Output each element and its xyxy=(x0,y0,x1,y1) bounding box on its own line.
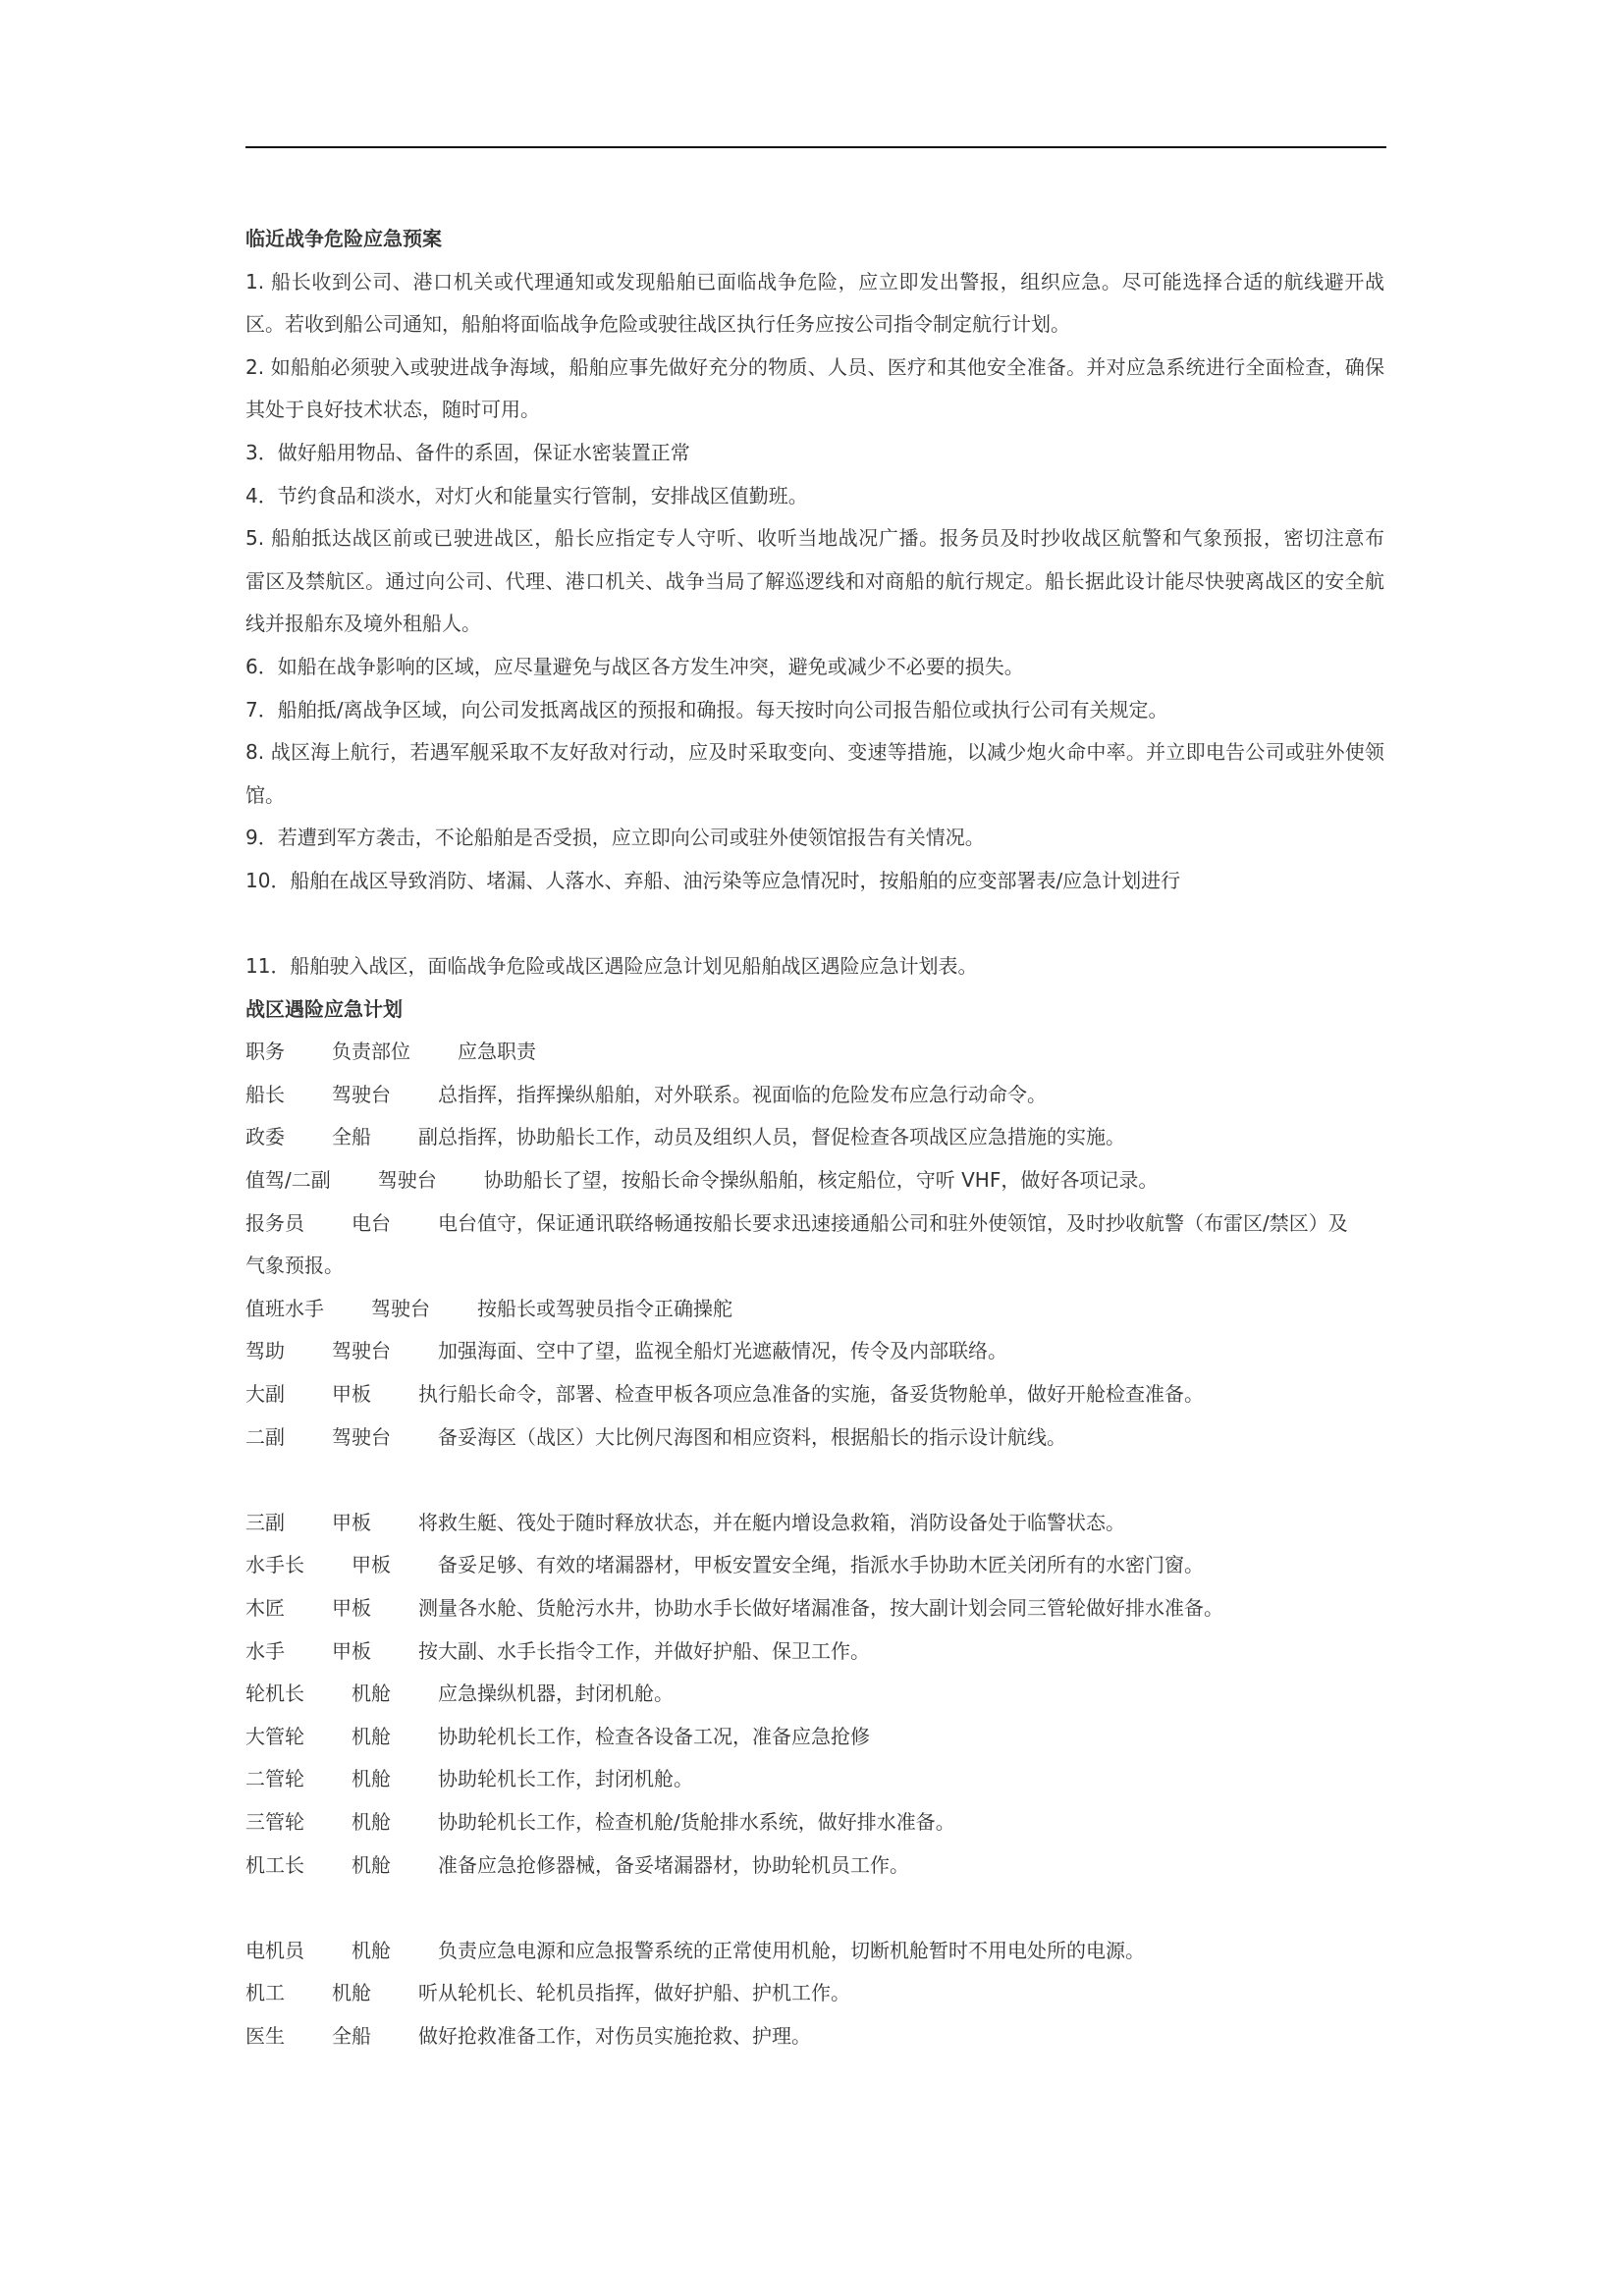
duty-cell: 协助轮机长工作，检查机舱/货舱排水系统，做好排水准备。 xyxy=(438,1809,955,1834)
numbered-item-line: 线并报船东及境外租船人。 xyxy=(245,612,481,636)
table-header xyxy=(245,1031,1384,1074)
header-rule xyxy=(245,146,1386,148)
location-cell: 甲板 xyxy=(352,1553,391,1577)
table-row xyxy=(245,1673,1384,1716)
table-row xyxy=(245,1288,1384,1331)
role-cell: 报务员 xyxy=(245,1210,304,1235)
role-cell: 水手长 xyxy=(245,1553,304,1577)
table-row xyxy=(245,1716,1384,1759)
location-cell: 机舱 xyxy=(352,1682,391,1706)
location-cell: 驾驶台 xyxy=(377,1168,437,1193)
location-cell: 驾驶台 xyxy=(332,1339,391,1363)
duty-cell: 做好抢救准备工作，对伤员实施抢救、护理。 xyxy=(418,2023,811,2048)
section-title: 战区遇险应急计划 xyxy=(245,996,403,1021)
blank-line xyxy=(245,1887,1384,1930)
table-row xyxy=(245,1416,1384,1460)
duty-cell: 准备应急抢修器械，备妥堵漏器材，协助轮机员工作。 xyxy=(438,1852,909,1877)
location-cell: 驾驶台 xyxy=(332,1082,391,1106)
role-cell: 职务 xyxy=(245,1040,285,1064)
location-cell: 全船 xyxy=(332,1125,371,1149)
duty-cell: 备妥足够、有效的堵漏器材，甲板安置安全绳，指派水手协助木匠关闭所有的水密门窗。 xyxy=(438,1553,1204,1577)
duty-cell: 电台值守，保证通讯联络畅通按船长要求迅速接通船公司和驻外使领馆，及时抄收航警（布雷区/禁区）及 xyxy=(438,1210,1348,1235)
duty-cell: 加强海面、空中了望，监视全船灯光遮蔽情况，传令及内部联络。 xyxy=(438,1339,1007,1363)
role-cell: 医生 xyxy=(245,2023,285,2048)
section-title: 临近战争危险应急预案 xyxy=(245,227,442,250)
duty-cell: 协助船长了望，按船长命令操纵船舶，核定船位，守听 VHF，做好各项记录。 xyxy=(483,1168,1159,1193)
duty-cell: 听从轮机长、轮机员指挥，做好护船、护机工作。 xyxy=(418,1981,850,2005)
duty-cell: 备妥海区（战区）大比例尺海图和相应资料，根据船长的指示设计航线。 xyxy=(438,1424,1066,1449)
table-row xyxy=(245,1202,1384,1246)
location-cell: 全船 xyxy=(332,2023,371,2048)
duty-cell: 负责应急电源和应急报警系统的正常使用机舱，切断机舱暂时不用电处所的电源。 xyxy=(438,1938,1145,1962)
numbered-item-line: 9．若遭到军方袭击，不论船舶是否受损，应立即向公司或驻外使领馆报告有关情况。 xyxy=(245,826,985,850)
location-cell: 驾驶台 xyxy=(371,1296,430,1320)
location-cell: 电台 xyxy=(352,1210,391,1235)
role-cell: 政委 xyxy=(245,1125,285,1149)
role-cell: 木匠 xyxy=(245,1596,285,1620)
duty-cell: 按大副、水手长指令工作，并做好护船、保卫工作。 xyxy=(418,1638,870,1663)
location-cell: 机舱 xyxy=(352,1724,391,1748)
numbered-item-line: 6．如船在战争影响的区域，应尽量避免与战区各方发生冲突，避免或减少不必要的损失。 xyxy=(245,654,1024,678)
role-cell: 轮机长 xyxy=(245,1682,304,1706)
table-row xyxy=(245,1930,1384,1973)
table-row xyxy=(245,1544,1384,1587)
numbered-item-line: 8. 战区海上航行，若遇军舰采取不友好敌对行动，应及时采取变向、变速等措施，以减少炮火命中率。并立即电告公司或驻外使领 xyxy=(245,740,1384,765)
location-cell: 机舱 xyxy=(332,1981,371,2005)
duty-cell: 总指挥，指挥操纵船舶，对外联系。视面临的危险发布应急行动命令。 xyxy=(438,1082,1047,1106)
role-cell: 大副 xyxy=(245,1382,285,1407)
table-row xyxy=(245,1972,1384,2015)
table-row xyxy=(245,1630,1384,1674)
duty-cell: 执行船长命令，部署、检查甲板各项应急准备的实施，备妥货物舱单，做好开舱检查准备。 xyxy=(418,1382,1204,1407)
table-row xyxy=(245,1159,1384,1202)
table-row xyxy=(245,1801,1384,1844)
role-cell: 三管轮 xyxy=(245,1809,304,1834)
numbered-item-line: 其处于良好技术状态，随时可用。 xyxy=(245,398,540,422)
location-cell: 机舱 xyxy=(352,1809,391,1834)
role-cell: 电机员 xyxy=(245,1938,304,1962)
duty-cell: 应急职责 xyxy=(458,1040,536,1064)
role-cell: 二副 xyxy=(245,1424,285,1449)
duty-cell: 协助轮机长工作，封闭机舱。 xyxy=(438,1767,693,1791)
role-cell: 大管轮 xyxy=(245,1724,304,1748)
location-cell: 机舱 xyxy=(352,1767,391,1791)
role-cell: 二管轮 xyxy=(245,1767,304,1791)
table-row xyxy=(245,1502,1384,1545)
role-cell: 船长 xyxy=(245,1082,285,1106)
numbered-item-line: 4．节约食品和淡水，对灯火和能量实行管制，安排战区值勤班。 xyxy=(245,483,808,507)
numbered-item-line: 1. 船长收到公司、港口机关或代理通知或发现船舶已面临战争危险，应立即发出警报，组织应急。尽可能选择合适的航线避开战 xyxy=(245,269,1384,294)
duty-cell: 按船长或驾驶员指令正确操舵 xyxy=(477,1296,732,1320)
role-cell: 驾助 xyxy=(245,1339,285,1363)
role-cell: 三副 xyxy=(245,1510,285,1534)
duty-cell: 将救生艇、筏处于随时释放状态，并在艇内增设急救箱，消防设备处于临警状态。 xyxy=(418,1510,1125,1534)
location-cell: 机舱 xyxy=(352,1852,391,1877)
numbered-item-line: 区。若收到船公司通知，船舶将面临战争危险或驶往战区执行任务应按公司指令制定航行计划。 xyxy=(245,312,1070,337)
blank-line xyxy=(245,903,1384,946)
role-cell: 水手 xyxy=(245,1638,285,1663)
numbered-item-line: 馆。 xyxy=(245,782,285,807)
role-cell: 机工 xyxy=(245,1981,285,2005)
location-cell: 机舱 xyxy=(352,1938,391,1962)
role-cell: 值班水手 xyxy=(245,1296,324,1320)
blank-line xyxy=(245,1459,1384,1502)
duty-cell: 副总指挥，协助船长工作，动员及组织人员，督促检查各项战区应急措施的实施。 xyxy=(418,1125,1125,1149)
numbered-item-line: 11．船舶驶入战区，面临战争危险或战区遇险应急计划见船舶战区遇险应急计划表。 xyxy=(245,954,978,979)
numbered-item-line: 3．做好船用物品、备件的系固，保证水密装置正常 xyxy=(245,440,690,464)
role-cell: 值驾/二副 xyxy=(245,1168,331,1193)
location-cell: 驾驶台 xyxy=(332,1424,391,1449)
role-cell: 机工长 xyxy=(245,1852,304,1877)
duty-cell: 协助轮机长工作，检查各设备工况，准备应急抢修 xyxy=(438,1724,870,1748)
table-row xyxy=(245,1116,1384,1159)
table-row xyxy=(245,2015,1384,2058)
numbered-item-line: 雷区及禁航区。通过向公司、代理、港口机关、战争当局了解巡逻线和对商船的航行规定。船长据此设计能尽快驶离战区的安全航 xyxy=(245,568,1384,593)
duty-cell: 测量各水舱、货舱污水井，协助水手长做好堵漏准备，按大副计划会同三管轮做好排水准备。 xyxy=(418,1596,1223,1620)
table-row xyxy=(245,1844,1384,1888)
document-body xyxy=(245,218,1384,2058)
location-cell: 甲板 xyxy=(332,1596,371,1620)
duty-continuation-line: 气象预报。 xyxy=(245,1254,344,1278)
location-cell: 甲板 xyxy=(332,1382,371,1407)
location-cell: 甲板 xyxy=(332,1510,371,1534)
table-row xyxy=(245,1074,1384,1117)
numbered-item-line: 5. 船舶抵达战区前或已驶进战区，船长应指定专人守听、收听当地战况广播。报务员及时抄收战区航警和气象预报，密切注意布 xyxy=(245,526,1384,551)
numbered-item-line: 10．船舶在战区导致消防、堵漏、人落水、弃船、油污染等应急情况时，按船舶的应变部署表/应急计划进行 xyxy=(245,868,1181,892)
numbered-item-line: 2. 如船舶必须驶入或驶进战争海域，船舶应事先做好充分的物质、人员、医疗和其他安全准备。并对应急系统进行全面检查，确保 xyxy=(245,354,1384,379)
location-cell: 负责部位 xyxy=(332,1040,410,1064)
numbered-item-line: 7．船舶抵/离战争区域，向公司发抵离战区的预报和确报。每天按时向公司报告船位或执行公司有关规定。 xyxy=(245,697,1168,721)
table-row xyxy=(245,1587,1384,1630)
table-row xyxy=(245,1330,1384,1373)
table-row xyxy=(245,1758,1384,1801)
duty-cell: 应急操纵机器，封闭机舱。 xyxy=(438,1682,674,1706)
table-row xyxy=(245,1373,1384,1416)
location-cell: 甲板 xyxy=(332,1638,371,1663)
